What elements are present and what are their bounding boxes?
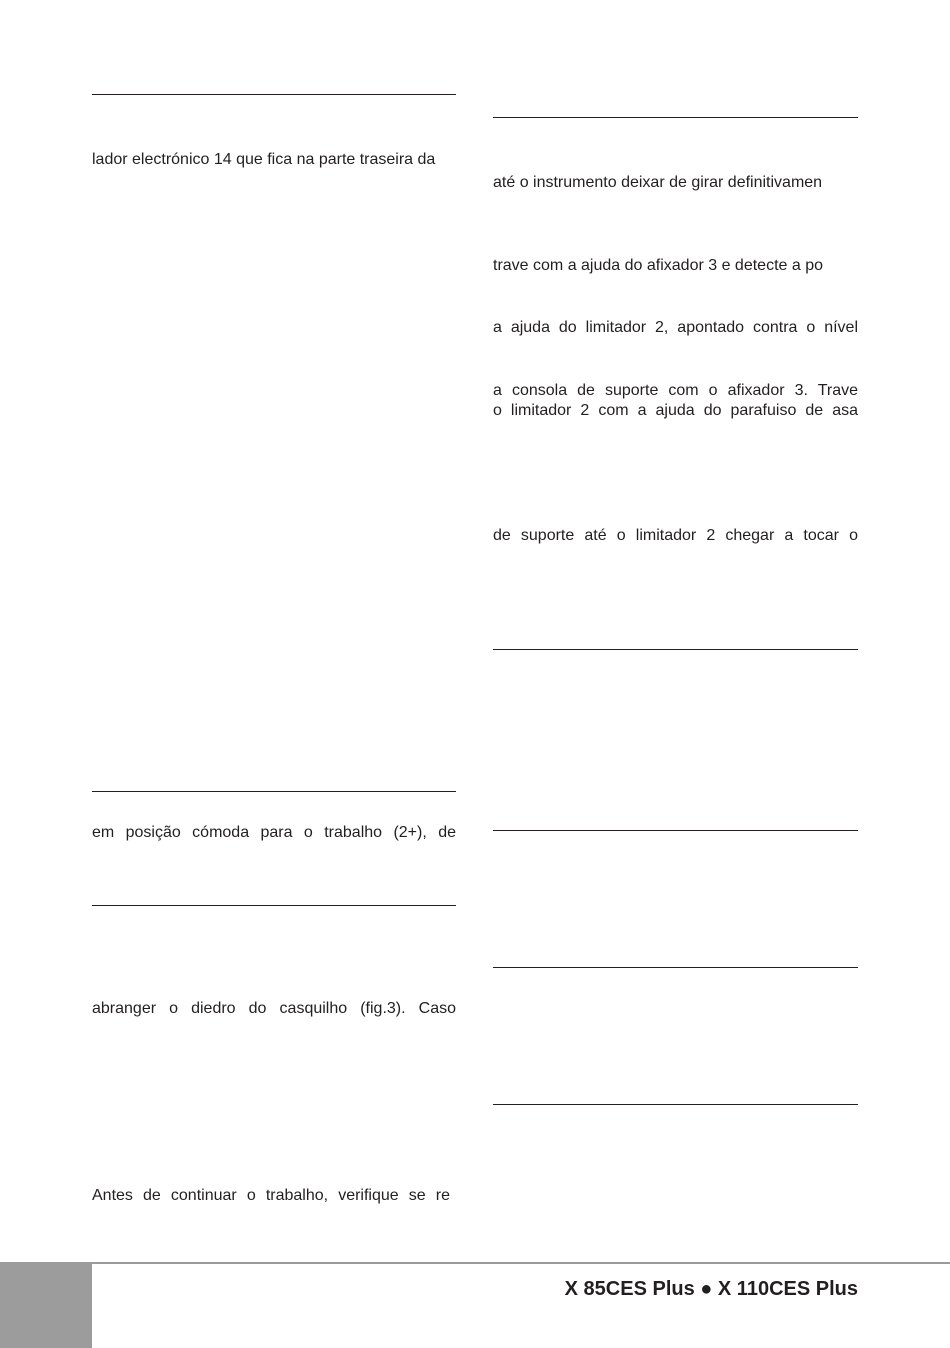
text-line: a ajuda do limitador 2, apontado contra o nível: [493, 319, 858, 336]
page-number-block: [0, 1263, 92, 1348]
text-line: lador electrónico 14 que fica na parte traseira da: [92, 151, 436, 168]
footer-model-title: X 85CES Plus ● X 110CES Plus: [564, 1278, 858, 1300]
text-line: de suporte até o limitador 2 chegar a tocar o: [493, 527, 858, 544]
section-divider: [493, 1104, 858, 1105]
section-divider: [493, 649, 858, 650]
text-line: o limitador 2 com a ajuda do parafuiso de asa: [493, 402, 858, 419]
section-divider: [92, 791, 456, 792]
section-divider: [493, 967, 858, 968]
text-line: trave com a ajuda do afixador 3 e detecte a po: [493, 257, 823, 274]
text-line: a consola de suporte com o afixador 3. Trave: [493, 382, 858, 399]
footer-divider: [0, 1262, 950, 1264]
text-line: em posição cómoda para o trabalho (2+), de: [92, 824, 456, 841]
text-line: Antes de continuar o trabalho, verifique se re: [92, 1187, 450, 1204]
section-divider: [493, 830, 858, 831]
section-divider: [92, 94, 456, 95]
text-line: abranger o diedro do casquilho (fig.3). Caso: [92, 1000, 456, 1017]
text-line: até o instrumento deixar de girar definitivamen: [493, 174, 823, 191]
section-divider: [92, 905, 456, 906]
section-divider: [493, 117, 858, 118]
